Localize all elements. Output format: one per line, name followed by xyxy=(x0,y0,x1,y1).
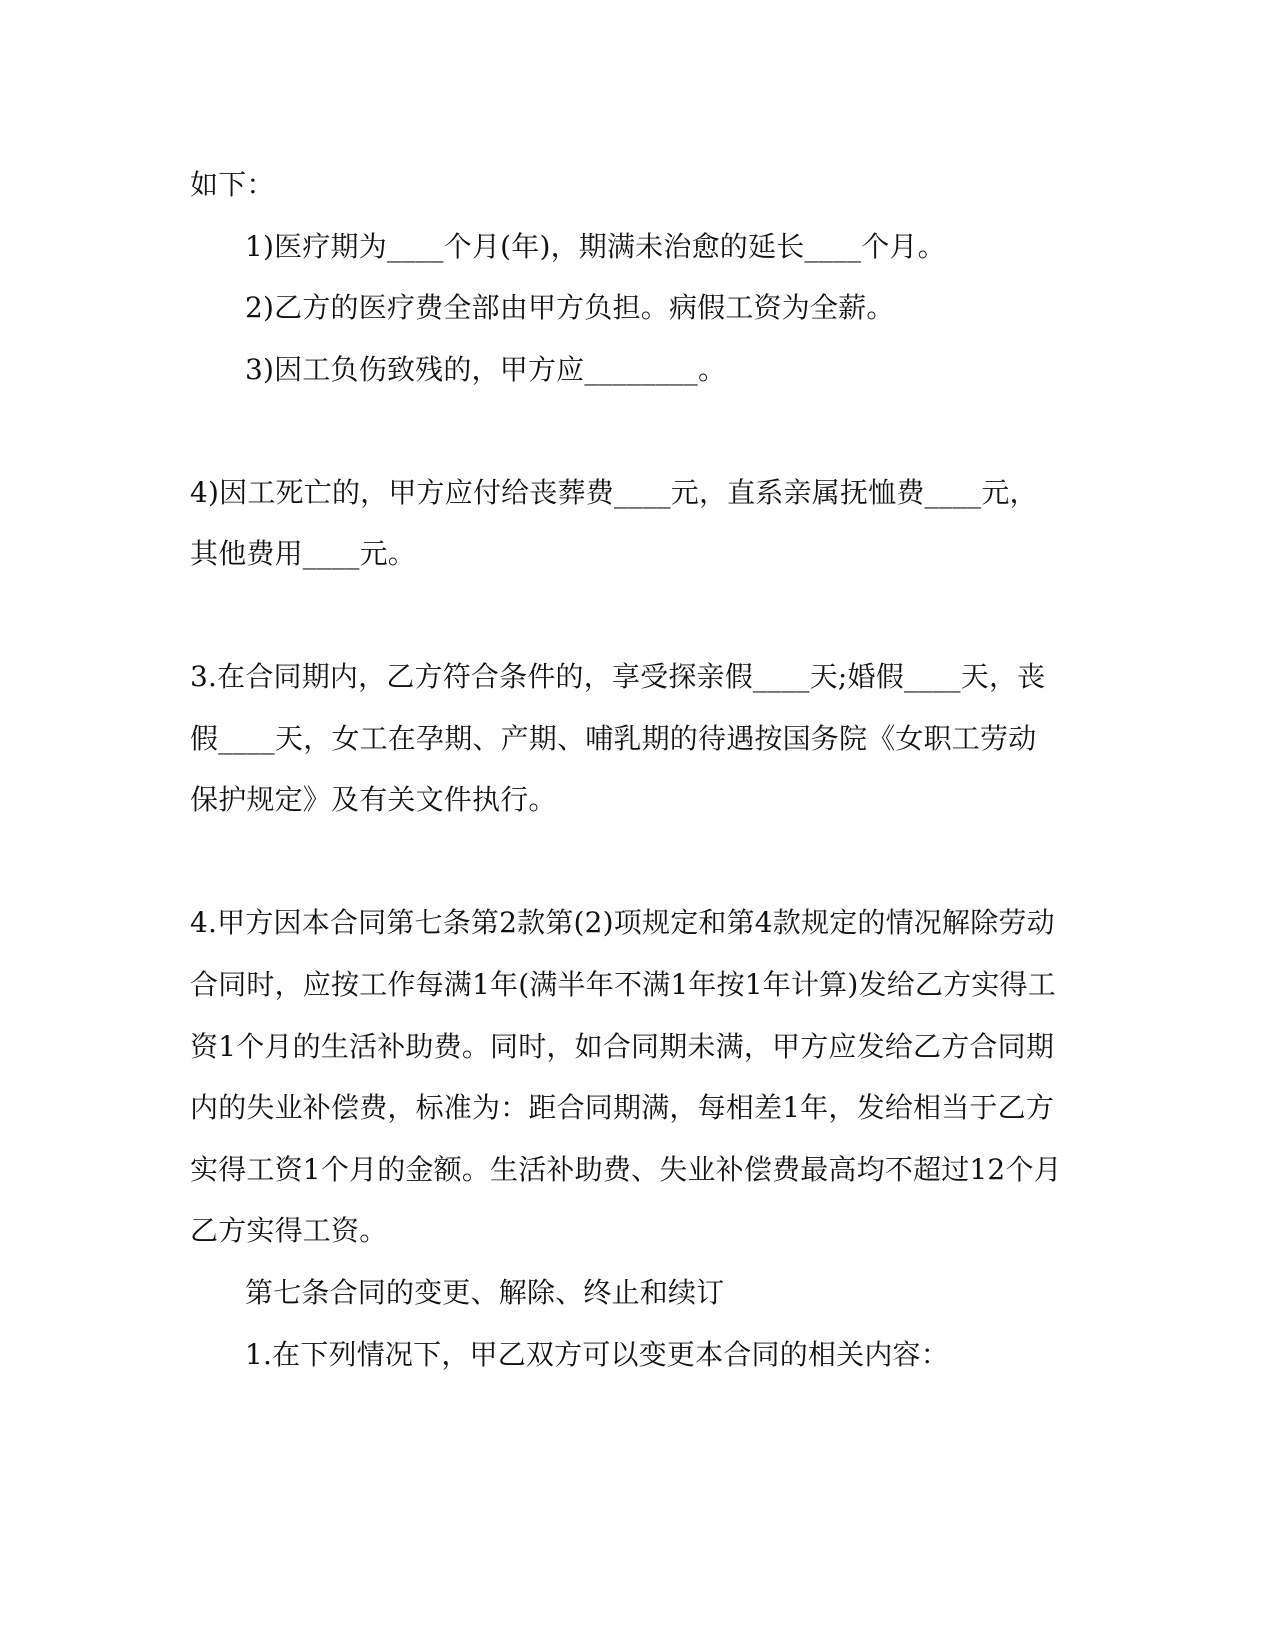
text-line-article-7-clause-1: 1.在下列情况下，甲乙双方可以变更本合同的相关内容： xyxy=(245,1338,949,1371)
section-heading-article-7: 第七条合同的变更、解除、终止和续订 xyxy=(245,1276,725,1309)
text-line-clause-4-cont-1: 合同时，应按工作每满1年(满半年不满1年按1年计算)发给乙方实得工 xyxy=(190,968,1056,1001)
text-line-continuation: 如下： xyxy=(190,168,275,201)
text-line-item-4-cont: 其他费用____元。 xyxy=(190,537,417,570)
text-line-clause-4-cont-2: 资1个月的生活补助费。同时，如合同期未满，甲方应发给乙方合同期 xyxy=(190,1030,1055,1063)
text-line-clause-3-cont-1: 假____天，女工在孕期、产期、哺乳期的待遇按国务院《女职工劳动 xyxy=(190,722,1037,755)
text-line-clause-3-cont-2: 保护规定》及有关文件执行。 xyxy=(190,783,557,816)
text-line-clause-4-cont-4: 实得工资1个月的金额。生活补助费、失业补偿费最高均不超过12个月 xyxy=(190,1153,1062,1186)
text-line-item-4: 4)因工死亡的，甲方应付给丧葬费____元，直系亲属抚恤费____元， xyxy=(190,476,1038,509)
text-line-clause-4: 4.甲方因本合同第七条第2款第(2)项规定和第4款规定的情况解除劳动 xyxy=(190,906,1055,939)
text-line-item-1: 1)医疗期为____个月(年)，期满未治愈的延长____个月。 xyxy=(245,230,946,263)
text-line-clause-4-cont-5: 乙方实得工资。 xyxy=(190,1214,388,1247)
text-line-clause-3: 3.在合同期内，乙方符合条件的，享受探亲假____天;婚假____天，丧 xyxy=(190,660,1046,693)
text-line-clause-4-cont-3: 内的失业补偿费，标准为：距合同期满，每相差1年，发给相当于乙方 xyxy=(190,1091,1055,1124)
text-line-item-3: 3)因工负伤致残的，甲方应________。 xyxy=(245,353,727,386)
text-line-item-2: 2)乙方的医疗费全部由甲方负担。病假工资为全薪。 xyxy=(245,291,895,324)
